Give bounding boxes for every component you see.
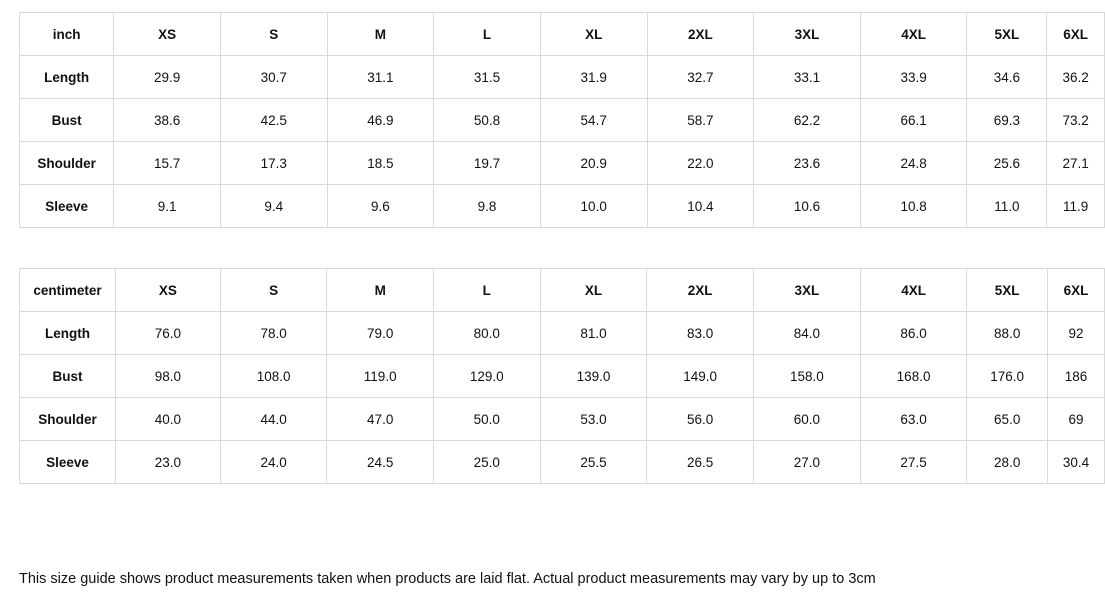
measurement-label: Length: [20, 56, 114, 99]
unit-header: centimeter: [20, 269, 116, 312]
size-guide-footnote: This size guide shows product measurements taken when products are laid flat. Actual product measurements may vary by up to 3cm: [19, 571, 876, 587]
cell: 30.7: [220, 56, 327, 99]
size-header-l: L: [433, 269, 540, 312]
table-row: [20, 99, 1105, 142]
cell: 176.0: [967, 355, 1048, 398]
cell: 56.0: [647, 398, 754, 441]
size-header-5xl: 5XL: [967, 13, 1047, 56]
cell: 10.0: [540, 185, 647, 228]
cell: 30.4: [1047, 441, 1104, 484]
cell: 53.0: [540, 398, 647, 441]
cell: 23.6: [754, 142, 861, 185]
table-row: [20, 355, 1105, 398]
measurement-label: Bust: [20, 355, 116, 398]
cell: 27.5: [860, 441, 967, 484]
cell: 50.8: [434, 99, 541, 142]
cell: 27.1: [1047, 142, 1105, 185]
cell: 24.0: [220, 441, 327, 484]
table-row: [20, 441, 1105, 484]
cell: 76.0: [115, 312, 220, 355]
cell: 79.0: [327, 312, 433, 355]
cell: 22.0: [647, 142, 754, 185]
cell: 24.8: [860, 142, 967, 185]
size-header-l: L: [434, 13, 541, 56]
cell: 17.3: [220, 142, 327, 185]
size-header-6xl: 6XL: [1047, 269, 1104, 312]
size-header-5xl: 5XL: [967, 269, 1048, 312]
cell: 26.5: [647, 441, 754, 484]
cell: 27.0: [754, 441, 861, 484]
cell: 36.2: [1047, 56, 1105, 99]
cell: 129.0: [433, 355, 540, 398]
cell: 34.6: [967, 56, 1047, 99]
table-row: [20, 398, 1105, 441]
cell: 86.0: [860, 312, 967, 355]
inch-size-table: [19, 12, 1105, 228]
size-header-2xl: 2XL: [647, 269, 754, 312]
cell: 62.2: [754, 99, 861, 142]
cell: 73.2: [1047, 99, 1105, 142]
cell: 168.0: [860, 355, 967, 398]
cell: 29.9: [114, 56, 221, 99]
size-header-xs: XS: [115, 269, 220, 312]
cell: 20.9: [540, 142, 647, 185]
cell: 78.0: [220, 312, 327, 355]
cell: 88.0: [967, 312, 1048, 355]
cell: 9.4: [220, 185, 327, 228]
cell: 33.9: [860, 56, 967, 99]
cell: 69: [1047, 398, 1104, 441]
size-header-2xl: 2XL: [647, 13, 754, 56]
cell: 108.0: [220, 355, 327, 398]
size-header-xs: XS: [114, 13, 221, 56]
cell: 10.4: [647, 185, 754, 228]
size-header-3xl: 3XL: [754, 13, 861, 56]
table-header-row: [20, 13, 1105, 56]
centimeter-size-table-container: [19, 268, 1105, 484]
measurement-label: Bust: [20, 99, 114, 142]
cell: 66.1: [860, 99, 967, 142]
size-header-4xl: 4XL: [860, 13, 967, 56]
cell: 10.6: [754, 185, 861, 228]
table-header-row: [20, 269, 1105, 312]
cell: 31.5: [434, 56, 541, 99]
cell: 31.1: [327, 56, 434, 99]
centimeter-size-table: [19, 268, 1105, 484]
measurement-label: Length: [20, 312, 116, 355]
cell: 69.3: [967, 99, 1047, 142]
table-row: [20, 312, 1105, 355]
cell: 19.7: [434, 142, 541, 185]
size-header-6xl: 6XL: [1047, 13, 1105, 56]
unit-header: inch: [20, 13, 114, 56]
size-header-s: S: [220, 269, 327, 312]
size-header-m: M: [327, 269, 433, 312]
cell: 149.0: [647, 355, 754, 398]
cell: 81.0: [540, 312, 647, 355]
cell: 98.0: [115, 355, 220, 398]
cell: 40.0: [115, 398, 220, 441]
size-header-4xl: 4XL: [860, 269, 967, 312]
cell: 32.7: [647, 56, 754, 99]
table-row: [20, 185, 1105, 228]
cell: 58.7: [647, 99, 754, 142]
cell: 54.7: [540, 99, 647, 142]
cell: 119.0: [327, 355, 433, 398]
cell: 60.0: [754, 398, 861, 441]
cell: 9.6: [327, 185, 434, 228]
table-row: [20, 56, 1105, 99]
cell: 31.9: [540, 56, 647, 99]
cell: 25.5: [540, 441, 647, 484]
cell: 50.0: [433, 398, 540, 441]
cell: 83.0: [647, 312, 754, 355]
size-header-xl: XL: [540, 269, 647, 312]
cell: 46.9: [327, 99, 434, 142]
cell: 23.0: [115, 441, 220, 484]
size-header-3xl: 3XL: [754, 269, 861, 312]
measurement-label: Shoulder: [20, 142, 114, 185]
cell: 158.0: [754, 355, 861, 398]
cell: 47.0: [327, 398, 433, 441]
size-header-m: M: [327, 13, 434, 56]
cell: 33.1: [754, 56, 861, 99]
cell: 38.6: [114, 99, 221, 142]
cell: 80.0: [433, 312, 540, 355]
cell: 63.0: [860, 398, 967, 441]
cell: 11.9: [1047, 185, 1105, 228]
cell: 92: [1047, 312, 1104, 355]
cell: 9.1: [114, 185, 221, 228]
inch-size-table-container: [19, 12, 1105, 228]
measurement-label: Sleeve: [20, 185, 114, 228]
cell: 25.6: [967, 142, 1047, 185]
cell: 18.5: [327, 142, 434, 185]
measurement-label: Shoulder: [20, 398, 116, 441]
size-header-xl: XL: [540, 13, 647, 56]
cell: 9.8: [434, 185, 541, 228]
cell: 28.0: [967, 441, 1048, 484]
cell: 25.0: [433, 441, 540, 484]
size-header-s: S: [220, 13, 327, 56]
cell: 24.5: [327, 441, 433, 484]
table-row: [20, 142, 1105, 185]
cell: 10.8: [860, 185, 967, 228]
cell: 139.0: [540, 355, 647, 398]
cell: 11.0: [967, 185, 1047, 228]
cell: 44.0: [220, 398, 327, 441]
cell: 186: [1047, 355, 1104, 398]
measurement-label: Sleeve: [20, 441, 116, 484]
cell: 84.0: [754, 312, 861, 355]
cell: 65.0: [967, 398, 1048, 441]
cell: 42.5: [220, 99, 327, 142]
cell: 15.7: [114, 142, 221, 185]
